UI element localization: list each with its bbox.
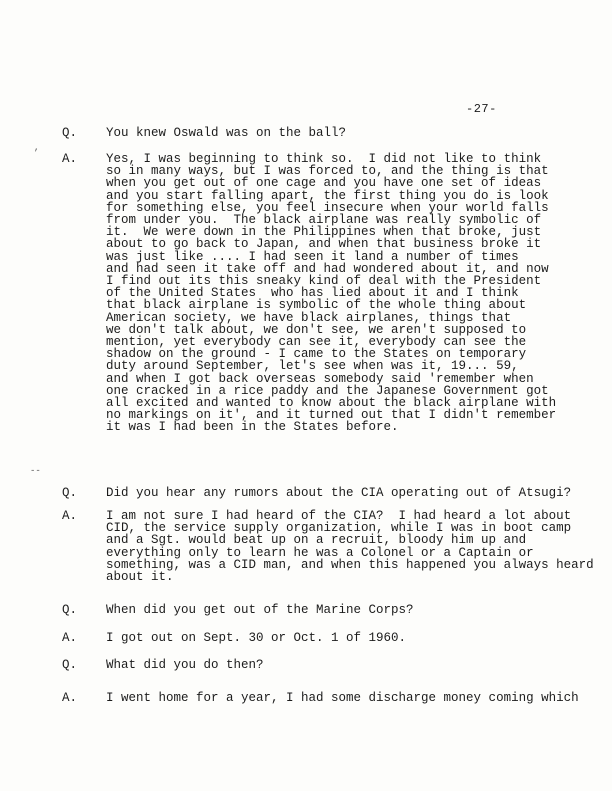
answer-text: I went home for a year, I had some discharge money coming which <box>106 691 579 705</box>
question-text: What did you do then? <box>106 658 264 672</box>
question-text: You knew Oswald was on the ball? <box>106 126 347 140</box>
speaker-label: A. <box>62 631 78 645</box>
speaker-label: Q. <box>62 126 78 140</box>
speaker-label: Q. <box>62 486 78 500</box>
speaker-label: A. <box>62 691 78 705</box>
question-text: Did you hear any rumors about the CIA operating out of Atsugi? <box>106 486 572 500</box>
speaker-label: Q. <box>62 658 78 672</box>
speaker-label: Q. <box>62 603 78 617</box>
answer-text: I got out on Sept. 30 or Oct. 1 of 1960. <box>106 631 407 645</box>
answer-text: Yes, I was beginning to think so. I did not like to think so in many ways, but I was forced to, and the thing is that when you get out of one cage and you have one set of ideas and you start falling apart, the first thing you do is look for something else, you feel insecure when your world falls from under you. The black airplane was really symbolic of it. We were down in the Philippines when that broke, just about to go back to Japan, and when that business broke it was just like .... I had seen it land a number of times and had seen it take off and had wondered about it, and now I find out its this sneaky kind of deal with the President of the United States who has lied about it and I think that black airplane is symbolic of the whole thing about American society, we have black airplanes, things that we don't talk about, we don't see, we aren't supposed to mention, yet everybody can see it, everybody can see the shadow on the ground - I came to the States on temporary duty around September, let's see when was it, 19... 59, and when I got back overseas somebody said 'remember when one cracked in a rice paddy and the Japanese Government got all excited and wanted to know about the black airplane with no markings on it', and it turned out that I didn't remember it was I had been in the States before. <box>106 152 557 435</box>
question-text: When did you get out of the Marine Corps? <box>106 603 414 617</box>
margin-mark: -- <box>30 466 41 476</box>
answer-text: I am not sure I had heard of the CIA? I had heard a lot about CID, the service supply organization, while I was in boot camp and a Sgt. would beat up on a recruit, bloody him up and everything only to learn he was a Colonel or a Captain or something, was a CID man, and when this happened you always heard about it. <box>106 509 594 585</box>
speaker-label: A. <box>62 509 78 523</box>
page-number: -27- <box>466 102 497 116</box>
speaker-label: A. <box>62 152 78 166</box>
margin-mark: , <box>34 143 40 153</box>
